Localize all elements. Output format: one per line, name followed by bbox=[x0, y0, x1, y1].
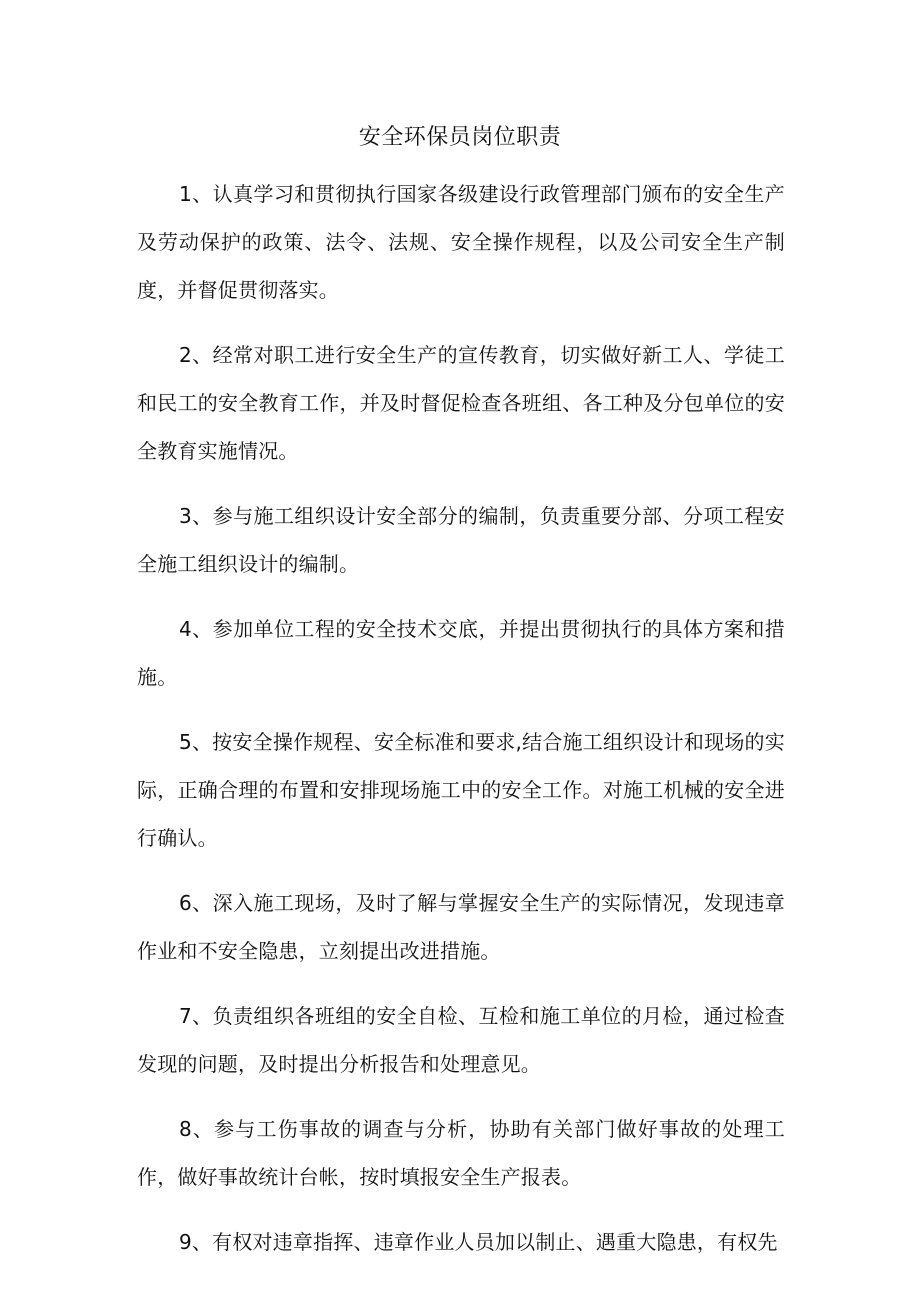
duty-paragraph-7: 7、负责组织各班组的安全自检、互检和施工单位的月检，通过检查发现的问题，及时提出分析报告和处理意见。 bbox=[137, 1004, 785, 1076]
duty-paragraph-3: 3、参与施工组织设计安全部分的编制，负责重要分部、分项工程安全施工组织设计的编制。 bbox=[137, 504, 785, 576]
document-title: 安全环保员岗位职责 bbox=[358, 125, 562, 150]
document-body bbox=[137, 170, 785, 1283]
duty-paragraph-8: 8、参与工伤事故的调查与分析，协助有关部门做好事故的处理工作，做好事故统计台帐，按时填报安全生产报表。 bbox=[137, 1117, 785, 1189]
duty-paragraph-2: 2、经常对职工进行安全生产的宣传教育，切实做好新工人、学徒工和民工的安全教育工作，并及时督促检查各班组、各工种及分包单位的安全教育实施情况。 bbox=[137, 343, 785, 463]
duty-paragraph-1: 1、认真学习和贯彻执行国家各级建设行政管理部门颁布的安全生产及劳动保护的政策、法令、法规、安全操作规程，以及公司安全生产制度，并督促贯彻落实。 bbox=[137, 182, 785, 302]
duty-paragraph-9: 9、有权对违章指挥、违章作业人员加以制止、遇重大隐患，有权先 bbox=[179, 1230, 778, 1254]
duty-paragraph-5: 5、按安全操作规程、安全标准和要求,结合施工组织设计和现场的实际，正确合理的布置和安排现场施工中的安全工作。对施工机械的安全进行确认。 bbox=[137, 730, 785, 850]
duty-paragraph-6: 6、深入施工现场，及时了解与掌握安全生产的实际情况，发现违章作业和不安全隐患，立刻提出改进措施。 bbox=[137, 891, 785, 963]
duty-paragraph-4: 4、参加单位工程的安全技术交底，并提出贯彻执行的具体方案和措施。 bbox=[137, 617, 785, 689]
